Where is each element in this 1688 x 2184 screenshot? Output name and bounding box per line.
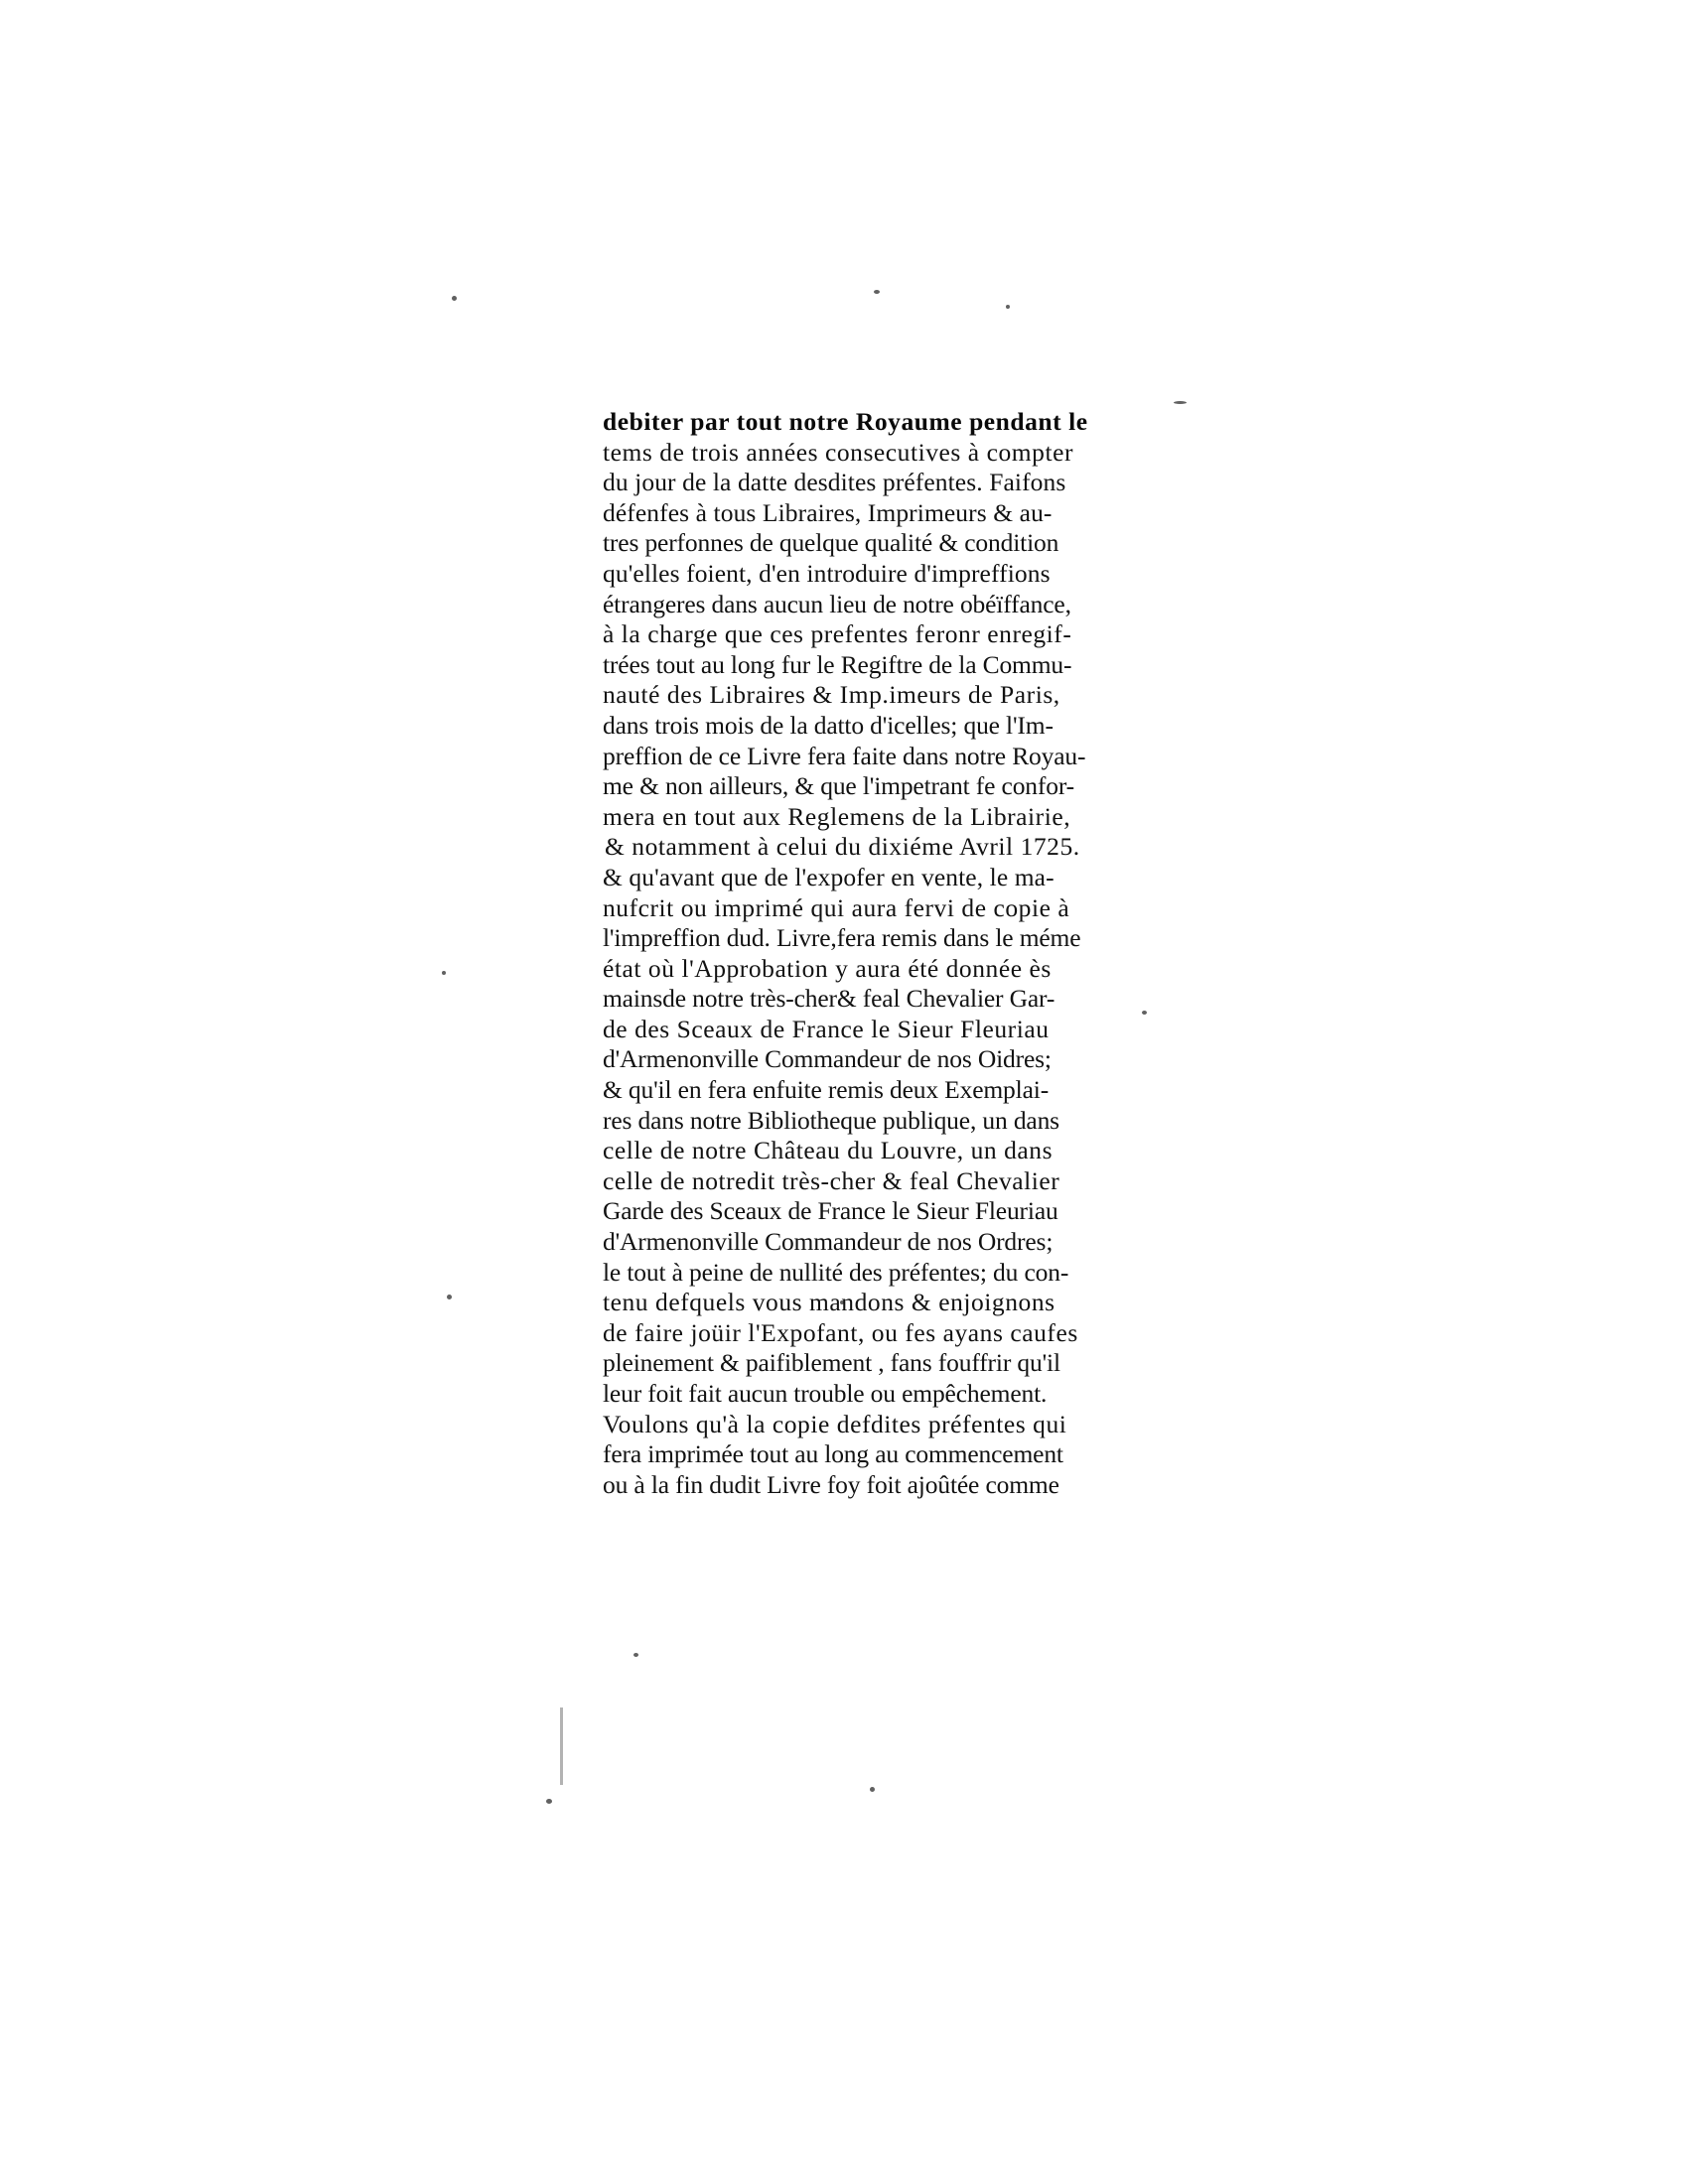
body-text xyxy=(603,407,1278,1500)
scanned-sheet xyxy=(119,10,1668,2174)
text-line: Garde des Sceaux de France le Sieur Fleuriau xyxy=(603,1196,1058,1226)
scan-speck xyxy=(452,296,457,301)
text-line: état où l'Approbation y aura été donnée ès xyxy=(603,953,1052,983)
scan-speck xyxy=(870,1787,875,1792)
text-line: debiter par tout notre Royaume pendant le xyxy=(603,407,1088,436)
text-line: & qu'il en fera enfuite remis deux Exemplai- xyxy=(603,1075,1050,1105)
text-line: d'Armenonville Commandeur de nos Ordres; xyxy=(603,1227,1054,1257)
text-line: dans trois mois de la datto d'icelles; que l'Im- xyxy=(603,710,1054,740)
scan-speck xyxy=(442,971,446,975)
scan-speck xyxy=(1006,305,1010,309)
text-line: celle de notredit très-cher & feal Chevalier xyxy=(603,1165,1060,1195)
text-line: leur foit fait aucun trouble ou empêchement. xyxy=(603,1379,1048,1408)
text-line: celle de notre Château du Louvre, un dans xyxy=(603,1136,1054,1165)
text-line: de des Sceaux de France le Sieur Fleuriau xyxy=(603,1014,1050,1043)
text-line: nauté des Libraires & Imp.imeurs de Paris, xyxy=(603,680,1060,710)
text-line: ou à la fin dudit Livre foy foit ajoûtée comme xyxy=(603,1469,1059,1499)
scan-speck xyxy=(546,1799,552,1804)
text-line: & qu'avant que de l'expofer en vente, le ma- xyxy=(603,862,1055,891)
scan-speck xyxy=(1174,401,1187,404)
text-line: défenfes à tous Libraires, Imprimeurs & au- xyxy=(603,497,1053,527)
text-line: à la charge que ces prefentes feronr enregif- xyxy=(603,619,1072,649)
scan-speck xyxy=(447,1295,452,1299)
text-line: tems de trois années consecutives à compter xyxy=(603,437,1073,467)
text-line: le tout à peine de nullité des préfentes; du con- xyxy=(603,1257,1069,1287)
text-line: res dans notre Bibliotheque publique, un dans xyxy=(603,1105,1059,1135)
text-line: preffion de ce Livre fera faite dans notre Royau- xyxy=(603,741,1086,770)
text-line: fera imprimée tout au long au commencement xyxy=(603,1439,1063,1469)
text-line: tenu defquels vous mandons & enjoignons xyxy=(603,1288,1055,1317)
text-line: qu'elles foient, d'en introduire d'impreffions xyxy=(603,558,1051,588)
scan-speck xyxy=(633,1653,638,1657)
text-line: de faire joüir l'Expofant, ou fes ayans caufes xyxy=(603,1317,1078,1347)
text-line: mainsde notre très-cher& feal Chevalier Gar- xyxy=(603,984,1055,1014)
text-line: pleinement & paifiblement , fans fouffrir qu'il xyxy=(603,1348,1060,1378)
text-line: Voulons qu'à la copie defdites préfentes qui xyxy=(603,1409,1067,1438)
scan-speck xyxy=(874,290,880,294)
text-line: trées tout au long fur le Regiftre de la Commu- xyxy=(603,649,1072,679)
text-line: d'Armenonville Commandeur de nos Oidres; xyxy=(603,1044,1052,1074)
text-line: nufcrit ou imprimé qui aura fervi de copie à xyxy=(603,892,1070,922)
text-paragraph xyxy=(603,407,1278,1500)
text-line: l'impreffion dud. Livre,fera remis dans le méme xyxy=(603,923,1081,953)
text-line: du jour de la datte desdites préfentes. Faifons xyxy=(603,468,1066,497)
text-line: tres perfonnes de quelque qualité & condition xyxy=(603,528,1059,558)
text-line: me & non ailleurs, & que l'impetrant fe confor- xyxy=(603,771,1075,801)
text-line: mera en tout aux Reglemens de la Librairie, xyxy=(603,801,1071,831)
page-edge-shadow xyxy=(560,1707,563,1785)
text-line: & notamment à celui du dixiéme Avril 1725. xyxy=(605,832,1080,862)
text-line: étrangeres dans aucun lieu de notre obéïffance, xyxy=(603,589,1071,618)
